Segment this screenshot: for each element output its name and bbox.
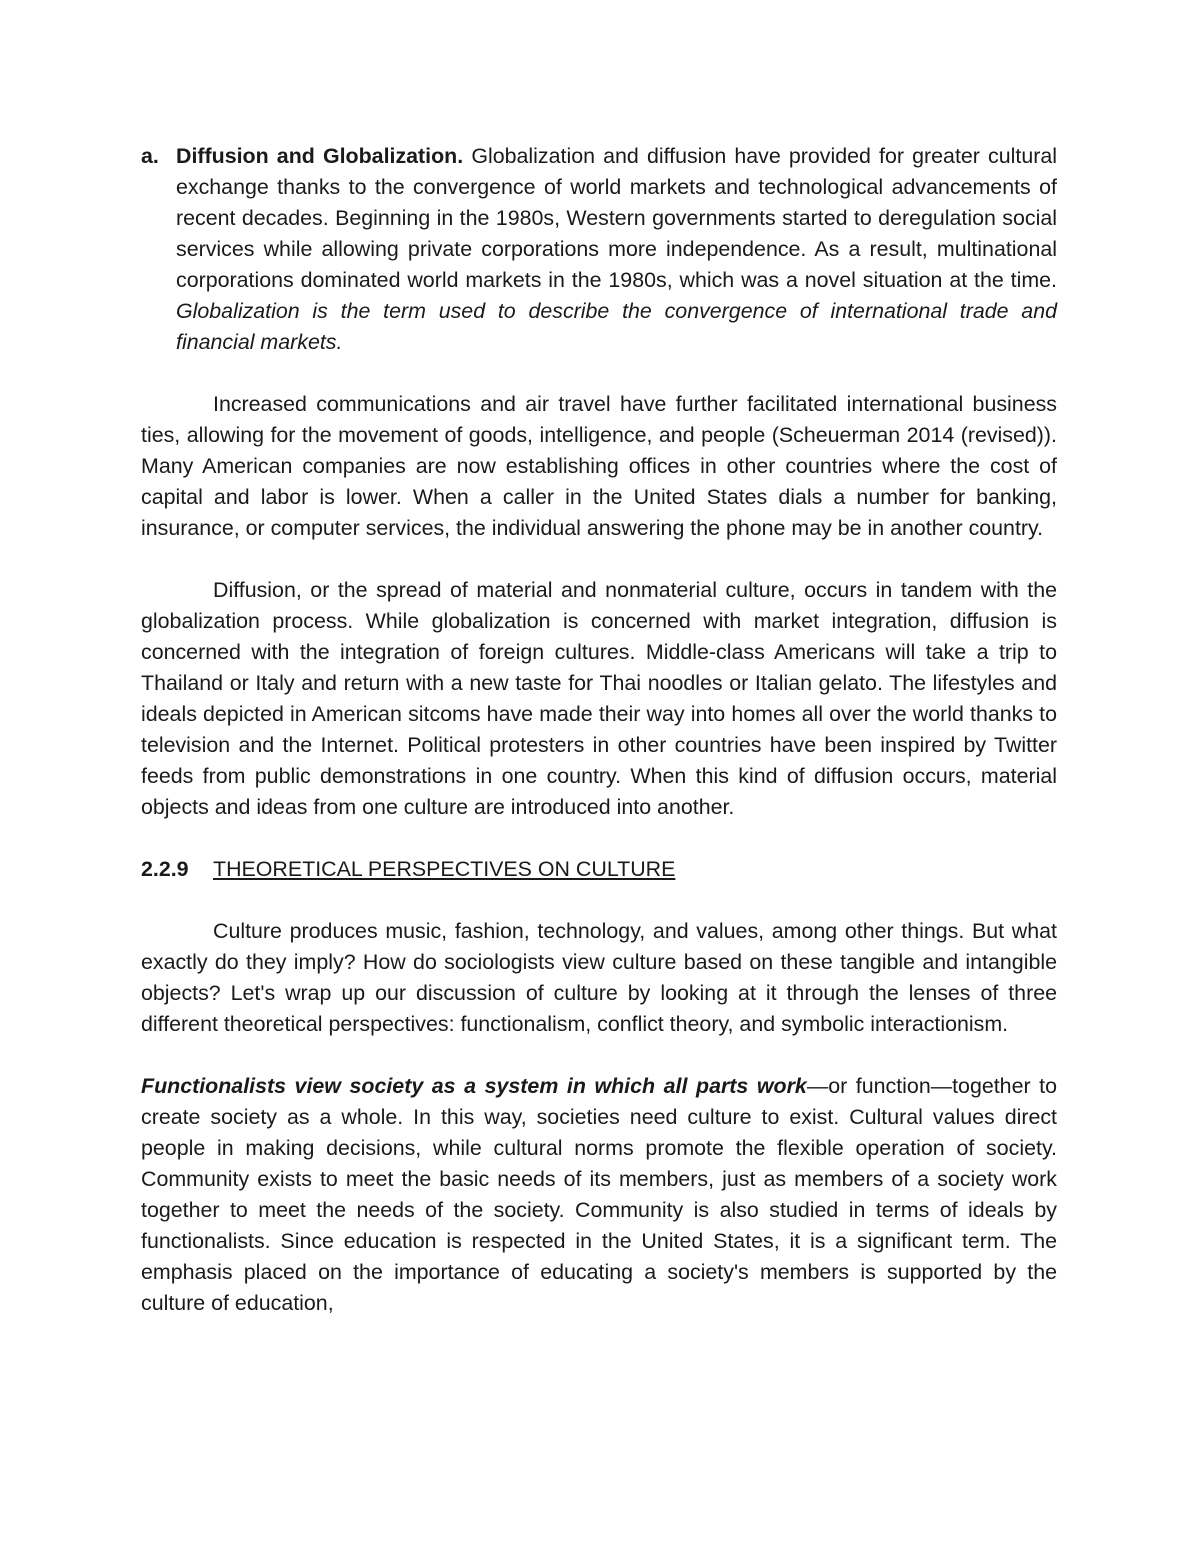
list-marker: a.: [141, 144, 159, 168]
document-page: [141, 141, 1057, 1319]
paragraph-gap: [141, 1040, 1057, 1071]
paragraph-gap: [141, 358, 1057, 389]
paragraph-functionalists: [141, 1071, 1057, 1319]
paragraph-diffusion: Diffusion, or the spread of material and nonmaterial culture, occurs in tandem with the globalization process. While globalization is concerned with market integration, diffusion is concerned with the integration of foreign cultures. Middle-class Americans will take a trip to Thailand or Italy and return with a new taste for Thai noodles or Italian gelato. The lifestyles and ideals depicted in American sitcoms have made their way into homes all over the world thanks to television and the Internet. Political protesters in other countries have been inspired by Twitter feeds from public demonstrations in one country. When this kind of diffusion occurs, material objects and ideas from one culture are introduced into another.: [141, 578, 1057, 819]
functionalists-lead: Functionalists view society as a system in which all parts work: [141, 1074, 807, 1098]
list-item-title: Diffusion and Globalization.: [176, 144, 464, 168]
section-heading: [141, 854, 1057, 885]
list-item-body: Globalization and diffusion have provided for greater cultural exchange thanks to the convergence of world markets and technological advancements of recent decades. Beginning in the 1980s, Western governments started to deregulation social services while allowing private corporations more independence. As a result, multinational corporations dominated world markets in the 1980s, which was a novel situation at the time.: [176, 144, 1057, 292]
list-item-a: [141, 141, 1057, 358]
section-number: 2.2.9: [141, 857, 189, 881]
paragraph-culture-produces: Culture produces music, fashion, technology, and values, among other things. But what exactly do they imply? How do sociologists view culture based on these tangible and intangible objects? Let's wrap up our discussion of culture by looking at it through the lenses of three different theoretical perspectives: functionalism, conflict theory, and symbolic interactionism.: [141, 919, 1057, 1036]
paragraph-communications: Increased communications and air travel have further facilitated international business ties, allowing for the movement of goods, intelligence, and people (Scheuerman 2014 (revised)). Many American companies are now establishing offices in other countries where the cost of capital and labor is lower. When a caller in the United States dials a number for banking, insurance, or computer services, the individual answering the phone may be in another country.: [141, 392, 1057, 540]
definition-italic: Globalization is the term used to describe the convergence of international trade and financial markets.: [176, 299, 1057, 354]
functionalists-body: —or function—together to create society as a whole. In this way, societies need culture to exist. Cultural values direct people in making decisions, while cultural norms promote the flexible operation of society. Community exists to meet the basic needs of its members, just as members of a society work together to meet the needs of the society. Community is also studied in terms of ideals by functionalists. Since education is respected in the United States, it is a significant term. The emphasis placed on the importance of educating a society's members is supported by the culture of education,: [141, 1074, 1057, 1315]
section-title: THEORETICAL PERSPECTIVES ON CULTURE: [213, 857, 676, 881]
paragraph-gap: [141, 885, 1057, 916]
paragraph-gap: [141, 544, 1057, 575]
paragraph-gap: [141, 823, 1057, 854]
